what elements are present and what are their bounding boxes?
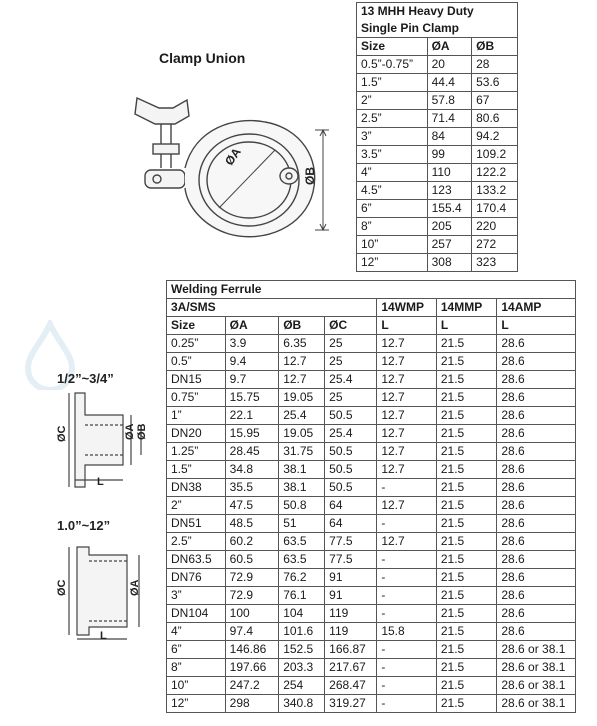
table-cell: 21.5 bbox=[436, 695, 496, 713]
ferrule-small-range: 1/2”~3/4” bbox=[57, 371, 114, 386]
table-cell: 2.5” bbox=[357, 110, 428, 128]
table-row bbox=[357, 110, 518, 128]
table-cell: - bbox=[377, 587, 437, 605]
table-cell: 25.4 bbox=[279, 407, 325, 425]
table-cell: 21.5 bbox=[436, 551, 496, 569]
table-cell: 272 bbox=[472, 236, 518, 254]
table-row bbox=[167, 425, 576, 443]
table-cell: 21.5 bbox=[436, 335, 496, 353]
table-cell: 122.2 bbox=[472, 164, 518, 182]
table-cell: 21.5 bbox=[436, 623, 496, 641]
table-cell: DN76 bbox=[167, 569, 226, 587]
ferrule-group-cell: 14WMP bbox=[377, 299, 437, 317]
ferrule-group-cell bbox=[225, 299, 279, 317]
table-cell: 21.5 bbox=[436, 587, 496, 605]
table-cell: 12.7 bbox=[377, 353, 437, 371]
ferrule-group-row bbox=[167, 299, 576, 317]
table-cell: 0.5” bbox=[167, 353, 226, 371]
table-cell: 119 bbox=[325, 605, 377, 623]
table-cell: 155.4 bbox=[427, 200, 472, 218]
table-row bbox=[357, 236, 518, 254]
clamp-title-row bbox=[357, 3, 518, 21]
clamp-table-title-2: Single Pin Clamp bbox=[357, 20, 518, 38]
table-row bbox=[167, 461, 576, 479]
table-cell: 1.5” bbox=[357, 74, 428, 92]
table-cell: 21.5 bbox=[436, 389, 496, 407]
table-cell: 220 bbox=[472, 218, 518, 236]
table-cell: 67 bbox=[472, 92, 518, 110]
table-cell: 12” bbox=[167, 695, 226, 713]
table-cell: 28.6 bbox=[497, 497, 576, 515]
ferrule-small-drawing bbox=[55, 385, 165, 495]
table-cell: DN38 bbox=[167, 479, 226, 497]
table-cell: 4.5” bbox=[357, 182, 428, 200]
table-cell: 21.5 bbox=[436, 533, 496, 551]
table-cell: 1.5” bbox=[167, 461, 226, 479]
ferrule-header-cell: L bbox=[497, 317, 576, 335]
table-cell: 28.6 bbox=[497, 587, 576, 605]
table-cell: 12.7 bbox=[377, 371, 437, 389]
table-row bbox=[357, 164, 518, 182]
table-cell: 28.6 bbox=[497, 425, 576, 443]
table-cell: 21.5 bbox=[436, 371, 496, 389]
table-cell: 8” bbox=[357, 218, 428, 236]
clamp-header-cell: Size bbox=[357, 38, 428, 56]
table-cell: 28.6 or 38.1 bbox=[497, 677, 576, 695]
table-cell: DN15 bbox=[167, 371, 226, 389]
table-cell: - bbox=[377, 641, 437, 659]
table-row bbox=[167, 335, 576, 353]
table-cell: - bbox=[377, 515, 437, 533]
table-cell: 21.5 bbox=[436, 353, 496, 371]
table-cell: 72.9 bbox=[225, 569, 279, 587]
table-cell: 84 bbox=[427, 128, 472, 146]
table-cell: 0.25” bbox=[167, 335, 226, 353]
table-cell: 25 bbox=[325, 335, 377, 353]
clamp-size-table bbox=[356, 2, 518, 272]
table-row bbox=[167, 479, 576, 497]
table-cell: 2.5” bbox=[167, 533, 226, 551]
table-cell: 22.1 bbox=[225, 407, 279, 425]
table-cell: 3.9 bbox=[225, 335, 279, 353]
ferrule-small-dim-c: ØC bbox=[56, 425, 68, 442]
table-cell: 71.4 bbox=[427, 110, 472, 128]
table-cell: 12.7 bbox=[377, 533, 437, 551]
table-cell: 99 bbox=[427, 146, 472, 164]
table-row bbox=[357, 128, 518, 146]
table-cell: 15.95 bbox=[225, 425, 279, 443]
table-cell: 298 bbox=[225, 695, 279, 713]
table-cell: 76.2 bbox=[279, 569, 325, 587]
table-row bbox=[357, 74, 518, 92]
table-cell: 28.6 bbox=[497, 515, 576, 533]
table-row bbox=[167, 659, 576, 677]
clamp-header-cell: ØB bbox=[472, 38, 518, 56]
table-cell: 60.5 bbox=[225, 551, 279, 569]
table-cell: 0.75” bbox=[167, 389, 226, 407]
table-row bbox=[167, 551, 576, 569]
table-cell: 6” bbox=[167, 641, 226, 659]
table-cell: 21.5 bbox=[436, 497, 496, 515]
table-cell: 91 bbox=[325, 569, 377, 587]
table-cell: 101.6 bbox=[279, 623, 325, 641]
table-cell: 21.5 bbox=[436, 443, 496, 461]
table-row bbox=[167, 677, 576, 695]
table-row bbox=[167, 623, 576, 641]
clamp-dim-a-label: ØA bbox=[222, 145, 244, 169]
table-row bbox=[167, 533, 576, 551]
table-cell: 97.4 bbox=[225, 623, 279, 641]
clamp-union-title: Clamp Union bbox=[159, 50, 246, 66]
table-cell: 12.7 bbox=[279, 353, 325, 371]
table-cell: 63.5 bbox=[279, 551, 325, 569]
table-cell: 12.7 bbox=[377, 443, 437, 461]
table-cell: 197.66 bbox=[225, 659, 279, 677]
table-cell: 28.6 bbox=[497, 551, 576, 569]
clamp-table-title-1: 13 MHH Heavy Duty bbox=[357, 3, 518, 21]
ferrule-header-cell: ØC bbox=[325, 317, 377, 335]
table-cell: 21.5 bbox=[436, 641, 496, 659]
table-cell: DN63.5 bbox=[167, 551, 226, 569]
table-cell: 50.8 bbox=[279, 497, 325, 515]
table-cell: 21.5 bbox=[436, 425, 496, 443]
table-cell: - bbox=[377, 569, 437, 587]
table-cell: 94.2 bbox=[472, 128, 518, 146]
table-cell: 3” bbox=[167, 587, 226, 605]
table-cell: 100 bbox=[225, 605, 279, 623]
table-cell: 25.4 bbox=[325, 371, 377, 389]
table-cell: 57.8 bbox=[427, 92, 472, 110]
table-row bbox=[167, 515, 576, 533]
table-cell: 25.4 bbox=[325, 425, 377, 443]
table-cell: 146.86 bbox=[225, 641, 279, 659]
table-cell: 76.1 bbox=[279, 587, 325, 605]
welding-ferrule-table bbox=[166, 280, 576, 713]
table-cell: 119 bbox=[325, 623, 377, 641]
table-cell: 28.6 or 38.1 bbox=[497, 641, 576, 659]
table-cell: 12.7 bbox=[377, 407, 437, 425]
ferrule-large-dim-a: ØA bbox=[129, 579, 141, 596]
table-cell: 217.67 bbox=[325, 659, 377, 677]
table-cell: 64 bbox=[325, 515, 377, 533]
table-cell: 3.5” bbox=[357, 146, 428, 164]
table-cell: 28.6 bbox=[497, 461, 576, 479]
table-cell: 28.6 bbox=[497, 407, 576, 425]
table-row bbox=[167, 371, 576, 389]
ferrule-header-row bbox=[167, 317, 576, 335]
table-cell: 48.5 bbox=[225, 515, 279, 533]
table-cell: 340.8 bbox=[279, 695, 325, 713]
table-cell: 104 bbox=[279, 605, 325, 623]
ferrule-group-cell bbox=[325, 299, 377, 317]
table-cell: 2” bbox=[167, 497, 226, 515]
table-row bbox=[167, 443, 576, 461]
table-row bbox=[357, 254, 518, 272]
table-cell: 0.5”-0.75” bbox=[357, 56, 428, 74]
table-cell: 77.5 bbox=[325, 551, 377, 569]
ferrule-title-row bbox=[167, 281, 576, 299]
table-cell: 308 bbox=[427, 254, 472, 272]
table-cell: 6” bbox=[357, 200, 428, 218]
ferrule-small-dim-l: L bbox=[97, 476, 104, 488]
table-cell: DN104 bbox=[167, 605, 226, 623]
table-cell: 28.6 bbox=[497, 623, 576, 641]
table-cell: 21.5 bbox=[436, 677, 496, 695]
table-cell: 38.1 bbox=[279, 479, 325, 497]
table-cell: 9.4 bbox=[225, 353, 279, 371]
table-cell: 47.5 bbox=[225, 497, 279, 515]
ferrule-header-cell: L bbox=[436, 317, 496, 335]
table-row bbox=[357, 146, 518, 164]
table-cell: 50.5 bbox=[325, 479, 377, 497]
table-cell: 28.6 or 38.1 bbox=[497, 659, 576, 677]
ferrule-large-dim-l: L bbox=[100, 630, 107, 642]
ferrule-small-dim-a: ØA bbox=[124, 423, 136, 440]
table-cell: 35.5 bbox=[225, 479, 279, 497]
table-cell: 28.6 bbox=[497, 569, 576, 587]
ferrule-header-cell: ØB bbox=[279, 317, 325, 335]
table-cell: - bbox=[377, 677, 437, 695]
table-cell: 257 bbox=[427, 236, 472, 254]
table-cell: 28.6 or 38.1 bbox=[497, 695, 576, 713]
table-row bbox=[167, 695, 576, 713]
ferrule-group-cell: 3A/SMS bbox=[167, 299, 226, 317]
table-cell: 20 bbox=[427, 56, 472, 74]
table-cell: 50.5 bbox=[325, 407, 377, 425]
ferrule-group-cell: 14MMP bbox=[436, 299, 496, 317]
table-cell: 247.2 bbox=[225, 677, 279, 695]
table-cell: 1.25” bbox=[167, 443, 226, 461]
table-cell: 19.05 bbox=[279, 389, 325, 407]
table-row bbox=[167, 605, 576, 623]
ferrule-table-title: Welding Ferrule bbox=[167, 281, 576, 299]
table-cell: 205 bbox=[427, 218, 472, 236]
table-cell: 28.6 bbox=[497, 443, 576, 461]
table-cell: 28.6 bbox=[497, 353, 576, 371]
table-cell: 10” bbox=[167, 677, 226, 695]
table-cell: 166.87 bbox=[325, 641, 377, 659]
table-cell: 21.5 bbox=[436, 407, 496, 425]
table-cell: 28.6 bbox=[497, 533, 576, 551]
table-cell: 268.47 bbox=[325, 677, 377, 695]
ferrule-header-cell: L bbox=[377, 317, 437, 335]
table-cell: 25 bbox=[325, 353, 377, 371]
table-row bbox=[167, 587, 576, 605]
ferrule-group-cell bbox=[279, 299, 325, 317]
table-cell: 152.5 bbox=[279, 641, 325, 659]
table-row bbox=[357, 92, 518, 110]
ferrule-header-cell: Size bbox=[167, 317, 226, 335]
table-cell: 28 bbox=[472, 56, 518, 74]
table-cell: 1” bbox=[167, 407, 226, 425]
table-cell: 21.5 bbox=[436, 605, 496, 623]
table-cell: 28.6 bbox=[497, 389, 576, 407]
ferrule-small-dim-b: ØB bbox=[136, 423, 148, 440]
table-cell: 110 bbox=[427, 164, 472, 182]
table-cell: 80.6 bbox=[472, 110, 518, 128]
clamp-header-cell: ØA bbox=[427, 38, 472, 56]
table-cell: 10” bbox=[357, 236, 428, 254]
table-cell: - bbox=[377, 479, 437, 497]
table-cell: 28.6 bbox=[497, 335, 576, 353]
table-cell: 203.3 bbox=[279, 659, 325, 677]
table-cell: 21.5 bbox=[436, 659, 496, 677]
table-cell: 21.5 bbox=[436, 479, 496, 497]
table-cell: 50.5 bbox=[325, 461, 377, 479]
table-cell: 28.45 bbox=[225, 443, 279, 461]
table-cell: 2” bbox=[357, 92, 428, 110]
ferrule-large-dim-c: ØC bbox=[56, 579, 68, 596]
table-cell: 91 bbox=[325, 587, 377, 605]
table-cell: 60.2 bbox=[225, 533, 279, 551]
table-cell: 133.2 bbox=[472, 182, 518, 200]
table-cell: 19.05 bbox=[279, 425, 325, 443]
table-cell: 64 bbox=[325, 497, 377, 515]
table-cell: - bbox=[377, 551, 437, 569]
table-cell: 6.35 bbox=[279, 335, 325, 353]
table-cell: 4” bbox=[167, 623, 226, 641]
table-cell: 15.8 bbox=[377, 623, 437, 641]
table-cell: - bbox=[377, 659, 437, 677]
table-cell: 21.5 bbox=[436, 515, 496, 533]
table-cell: - bbox=[377, 605, 437, 623]
table-cell: 28.6 bbox=[497, 605, 576, 623]
table-cell: 254 bbox=[279, 677, 325, 695]
table-cell: 12.7 bbox=[279, 371, 325, 389]
table-row bbox=[357, 200, 518, 218]
table-cell: 31.75 bbox=[279, 443, 325, 461]
table-cell: DN51 bbox=[167, 515, 226, 533]
table-row bbox=[167, 641, 576, 659]
table-cell: 34.8 bbox=[225, 461, 279, 479]
table-cell: 12” bbox=[357, 254, 428, 272]
table-cell: 319.27 bbox=[325, 695, 377, 713]
table-cell: 50.5 bbox=[325, 443, 377, 461]
table-cell: 63.5 bbox=[279, 533, 325, 551]
table-row bbox=[167, 389, 576, 407]
table-row bbox=[167, 353, 576, 371]
clamp-title-row-2 bbox=[357, 20, 518, 38]
table-cell: - bbox=[377, 695, 437, 713]
table-cell: 109.2 bbox=[472, 146, 518, 164]
table-cell: 15.75 bbox=[225, 389, 279, 407]
table-row bbox=[167, 569, 576, 587]
ferrule-group-cell: 14AMP bbox=[497, 299, 576, 317]
table-cell: 9.7 bbox=[225, 371, 279, 389]
table-cell: 72.9 bbox=[225, 587, 279, 605]
clamp-dim-b-label: ØB bbox=[303, 167, 317, 185]
table-cell: 12.7 bbox=[377, 389, 437, 407]
table-cell: 53.6 bbox=[472, 74, 518, 92]
table-cell: 8” bbox=[167, 659, 226, 677]
clamp-header-row bbox=[357, 38, 518, 56]
table-cell: 4” bbox=[357, 164, 428, 182]
table-cell: DN20 bbox=[167, 425, 226, 443]
table-cell: 38.1 bbox=[279, 461, 325, 479]
table-row bbox=[167, 407, 576, 425]
table-cell: 25 bbox=[325, 389, 377, 407]
table-cell: 170.4 bbox=[472, 200, 518, 218]
table-row bbox=[357, 182, 518, 200]
table-cell: 12.7 bbox=[377, 497, 437, 515]
ferrule-large-range: 1.0”~12” bbox=[57, 518, 111, 533]
table-row bbox=[357, 218, 518, 236]
table-cell: 323 bbox=[472, 254, 518, 272]
table-cell: 77.5 bbox=[325, 533, 377, 551]
table-row bbox=[167, 497, 576, 515]
table-row bbox=[357, 56, 518, 74]
table-cell: 51 bbox=[279, 515, 325, 533]
table-cell: 3” bbox=[357, 128, 428, 146]
ferrule-header-cell: ØA bbox=[225, 317, 279, 335]
table-cell: 21.5 bbox=[436, 569, 496, 587]
table-cell: 28.6 bbox=[497, 371, 576, 389]
ferrule-large-drawing bbox=[55, 535, 165, 645]
table-cell: 12.7 bbox=[377, 461, 437, 479]
table-cell: 44.4 bbox=[427, 74, 472, 92]
table-cell: 12.7 bbox=[377, 425, 437, 443]
table-cell: 12.7 bbox=[377, 335, 437, 353]
table-cell: 21.5 bbox=[436, 461, 496, 479]
table-cell: 123 bbox=[427, 182, 472, 200]
table-cell: 28.6 bbox=[497, 479, 576, 497]
